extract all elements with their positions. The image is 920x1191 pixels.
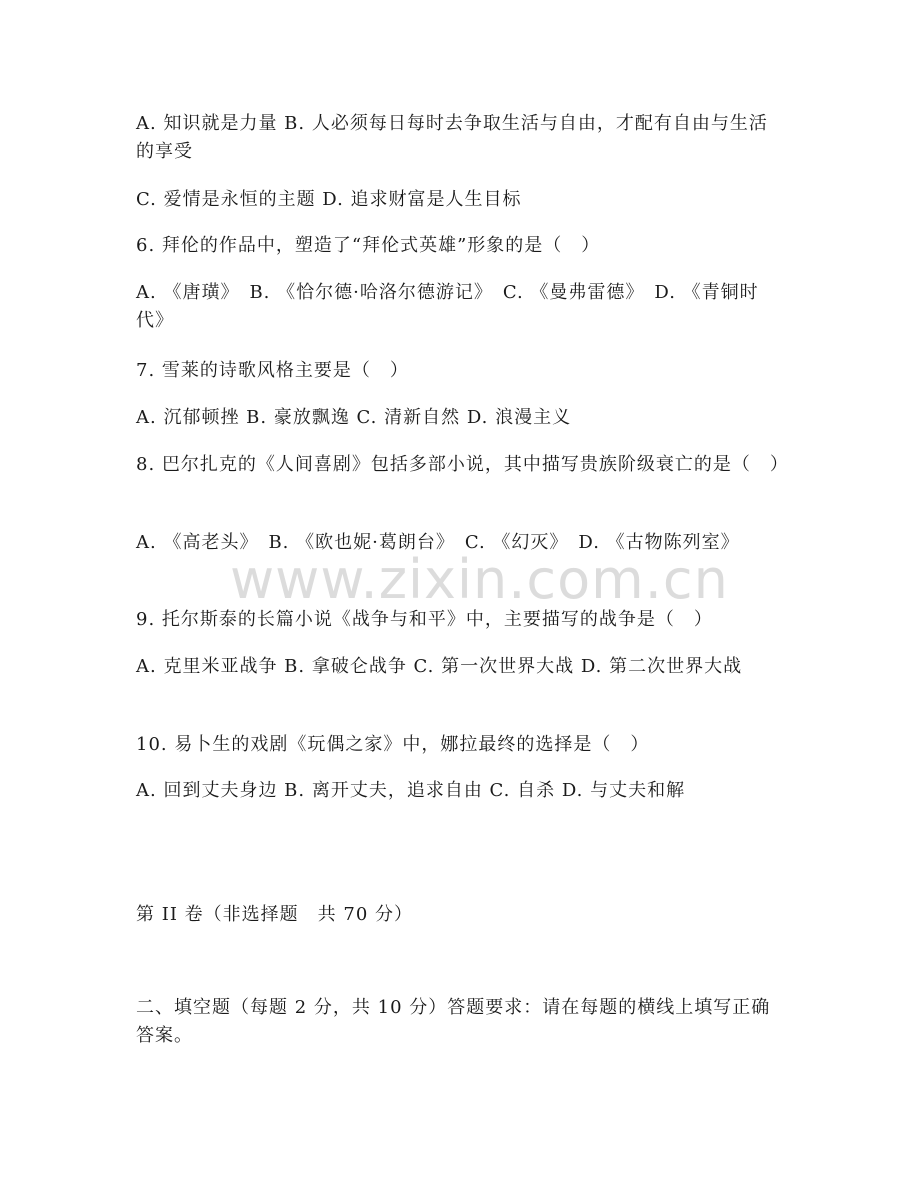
question-8: 8. 巴尔扎克的《人间喜剧》包括多部小说，其中描写贵族阶级衰亡的是（ ） [136, 454, 789, 475]
watermark-logo: www.zixin.com.cn [230, 548, 729, 611]
q5-options-ab: A. 知识就是力量 B. 人必须每日每时去争取生活与自由，才配有自由与生活的享受 [136, 113, 768, 162]
q7-options: A. 沉郁顿挫 B. 豪放飘逸 C. 清新自然 D. 浪漫主义 [136, 407, 572, 428]
q5-options-cd: C. 爱情是永恒的主题 D. 追求财富是人生目标 [136, 189, 522, 210]
q8-options: A. 《高老头》 B. 《欧也妮·葛朗台》 C. 《幻灭》 D. 《古物陈列室》 [136, 532, 740, 553]
section-heading-fill-in: 二、填空题（每题 2 分，共 10 分）答题要求：请在每题的横线上填写正确答案。 [136, 997, 771, 1046]
section-heading-volume-2: 第 II 卷（非选择题 共 70 分） [136, 904, 414, 925]
q6-options: A. 《唐璜》 B. 《恰尔德·哈洛尔德游记》 C. 《曼弗雷德》 D. 《青铜时代》 [136, 282, 759, 331]
question-6: 6. 拜伦的作品中，塑造了“拜伦式英雄”形象的是（ ） [136, 235, 601, 256]
question-7: 7. 雪莱的诗歌风格主要是（ ） [136, 360, 409, 381]
q9-options: A. 克里米亚战争 B. 拿破仑战争 C. 第一次世界大战 D. 第二次世界大战 [136, 656, 743, 677]
q10-options: A. 回到丈夫身边 B. 离开丈夫，追求自由 C. 自杀 D. 与丈夫和解 [136, 780, 686, 801]
question-10: 10. 易卜生的戏剧《玩偶之家》中，娜拉最终的选择是（ ） [136, 734, 650, 755]
question-9: 9. 托尔斯泰的长篇小说《战争与和平》中，主要描写的战争是（ ） [136, 609, 713, 630]
